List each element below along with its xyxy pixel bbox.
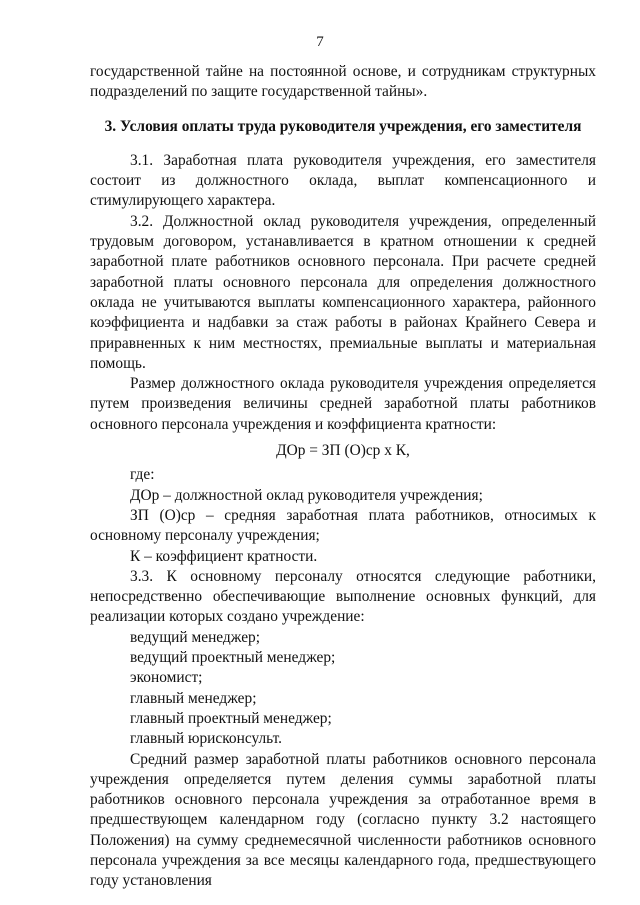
list-item: ведущий проектный менеджер; xyxy=(130,649,336,667)
definition-dor: ДОр – должностной оклад руководителя учреждения; xyxy=(130,486,483,504)
list-item: главный юрисконсульт. xyxy=(130,730,283,748)
paragraph-salary-size: Размер должностного оклада руководителя учреждения определяется путем произведения величины средней заработной платы работников основного персонала учреждения и коэффициента кратности: xyxy=(90,375,596,433)
formula: ДОр = ЗП (О)ср х К, xyxy=(276,442,410,460)
paragraph-3-3: 3.3. К основному персоналу относятся следующие работники, непосредственно обеспечивающие выполнение основных функций, для реализации которых создано учреждение: xyxy=(90,567,596,626)
section-heading: 3. Условия оплаты труда руководителя учреждения, его заместителя xyxy=(104,117,582,135)
document-body xyxy=(90,62,596,892)
list-item: главный менеджер; xyxy=(130,689,257,707)
list-item: экономист; xyxy=(130,669,203,687)
list-item: главный проектный менеджер; xyxy=(130,709,332,727)
where-label: где: xyxy=(130,466,155,484)
paragraph-3-2: 3.2. Должностной оклад руководителя учреждения, определенный трудовым договором, устанавливается в кратном отношении к средней заработной плате работников основного персонала. При расчете средней заработной платы основного персонала для определения должностного оклада не учитываются выплаты компенсационного характера, районного коэффициента и надбавки за стаж работы в районах Крайнего Севера и приравненных к ним местностях, премиальные выплаты и материальная помощь. xyxy=(90,212,596,372)
continuation-paragraph: государственной тайне на постоянной основе, и сотрудникам структурных подразделений по защите государственной тайны». xyxy=(90,63,596,101)
paragraph-average-salary: Средний размер заработной платы работников основного персонала учреждения определяется путем деления суммы заработной платы работников основного персонала учреждения за отработанное время в предшествующем календарном году (согласно пункту 3.2 настоящего Положения) на сумму среднемесячной численности работников основного персонала учреждения за все месяцы календарного года, предшествующего году установления xyxy=(90,750,596,890)
definition-zp: ЗП (О)ср – средняя заработная плата работников, относимых к основному персоналу учреждения; xyxy=(90,506,596,545)
definition-k: К – коэффициент кратности. xyxy=(130,547,318,565)
page-number: 7 xyxy=(316,34,324,50)
list-item: ведущий менеджер; xyxy=(130,628,261,646)
paragraph-3-1: 3.1. Заработная плата руководителя учреждения, его заместителя состоит из должностного оклада, выплат компенсационного и стимулирующего характера. xyxy=(90,151,596,210)
